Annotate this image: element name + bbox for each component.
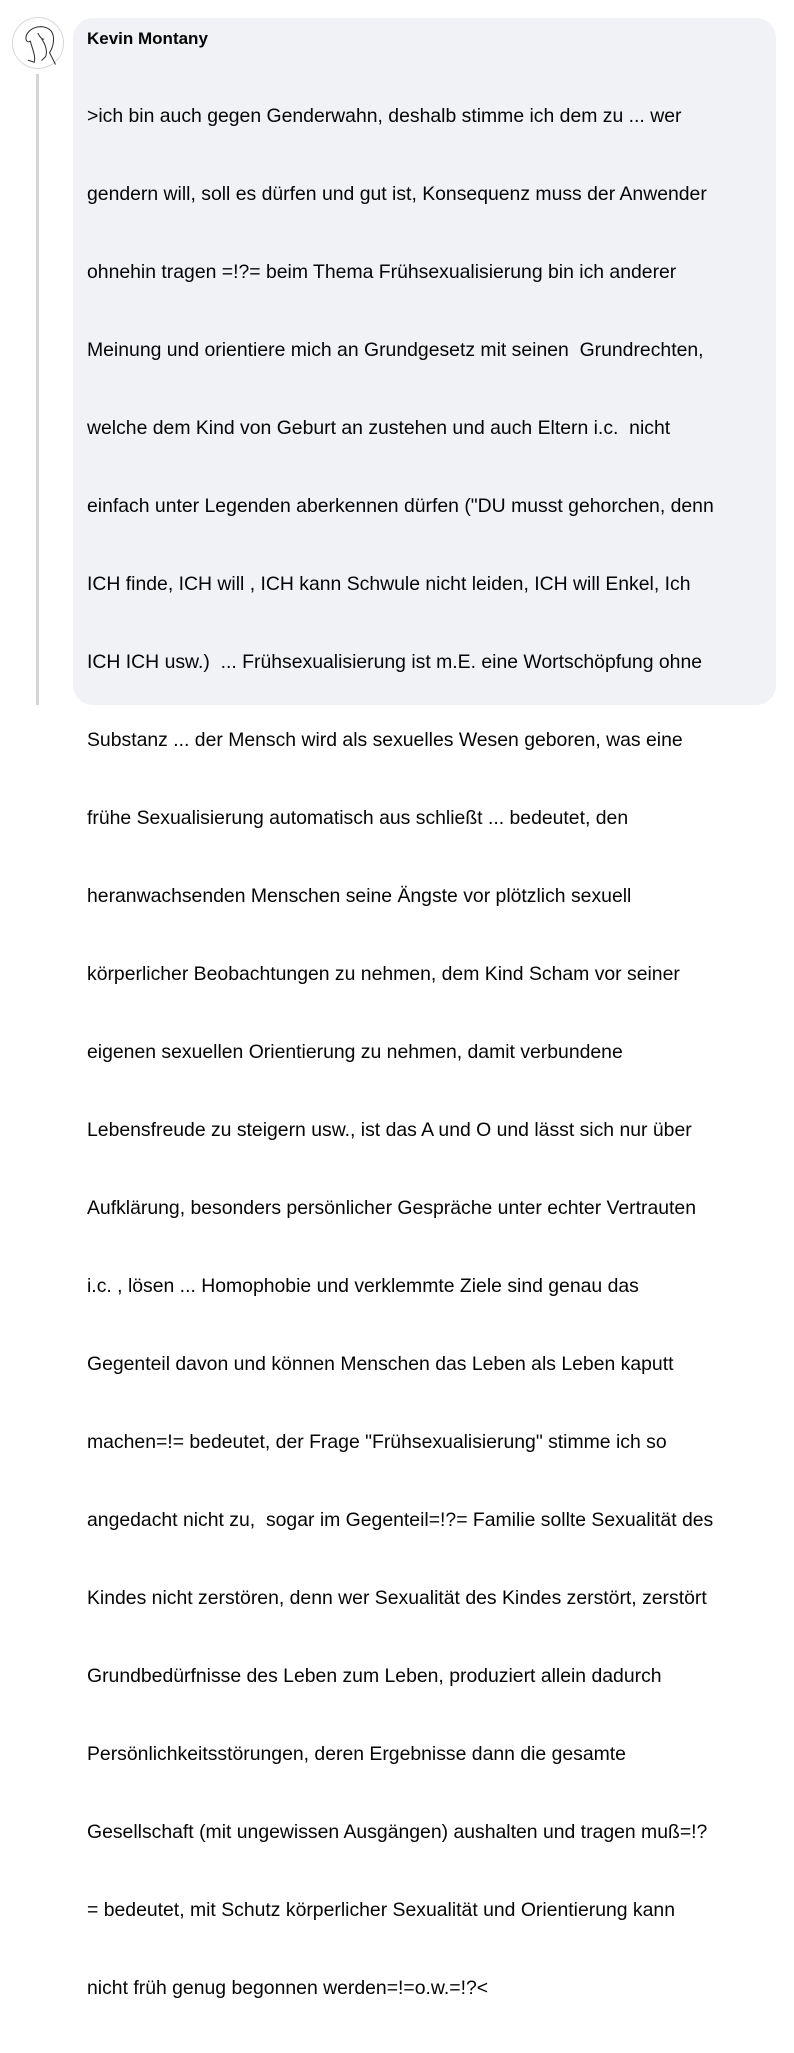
avatar-sketch-face-icon xyxy=(13,18,63,68)
comment-line: nicht früh genug begonnen werden=!=o.w.=!?< xyxy=(87,1977,489,1999)
reply-thread-line xyxy=(36,74,39,705)
comment-line: welche dem Kind von Geburt an zustehen und auch Eltern i.c. nicht xyxy=(87,417,671,439)
comment-line: Gesellschaft (mit ungewissen Ausgängen) aushalten und tragen muß=!? xyxy=(87,1821,708,1843)
comment-line: Meinung und orientiere mich an Grundgesetz mit seinen Grundrechten, xyxy=(87,339,704,361)
comment-line: Persönlichkeitsstörungen, deren Ergebnisse dann die gesamte xyxy=(87,1743,626,1765)
comment-line: ICH ICH usw.) ... Frühsexualisierung ist m.E. eine Wortschöpfung ohne xyxy=(87,651,703,673)
comment-line: Grundbedürfnisse des Leben zum Leben, produziert allein dadurch xyxy=(87,1665,662,1687)
comment-line: einfach unter Legenden aberkennen dürfen ("DU musst gehorchen, denn xyxy=(87,495,714,517)
comment-line: frühe Sexualisierung automatisch aus schließt ... bedeutet, den xyxy=(87,807,629,829)
comment-line: Lebensfreude zu steigern usw., ist das A und O und lässt sich nur über xyxy=(87,1119,692,1141)
comment-text xyxy=(87,51,762,2053)
comment-line: Substanz ... der Mensch wird als sexuelles Wesen geboren, was eine xyxy=(87,729,683,751)
comment-line: Gegenteil davon und können Menschen das Leben als Leben kaputt xyxy=(87,1353,674,1375)
comment-line: Kindes nicht zerstören, denn wer Sexualität des Kindes zerstört, zerstört xyxy=(87,1587,707,1609)
comment-line: i.c. , lösen ... Homophobie und verklemmte Ziele sind genau das xyxy=(87,1275,639,1297)
avatar[interactable] xyxy=(12,17,64,69)
comment-line: körperlicher Beobachtungen zu nehmen, dem Kind Scham vor seiner xyxy=(87,963,680,985)
comment-line: gendern will, soll es dürfen und gut ist, Konsequenz muss der Anwender xyxy=(87,183,707,205)
comment-bubble xyxy=(73,18,776,1999)
comment-author-name[interactable]: Kevin Montany xyxy=(87,29,208,48)
comment-line: Aufklärung, besonders persönlicher Gespräche unter echter Vertrauten xyxy=(87,1197,697,1219)
comment-line: angedacht nicht zu, sogar im Gegenteil=!?= Familie sollte Sexualität des xyxy=(87,1509,714,1531)
comment-line: ohnehin tragen =!?= beim Thema Frühsexualisierung bin ich anderer xyxy=(87,261,677,283)
comment-line: heranwachsenden Menschen seine Ängste vor plötzlich sexuell xyxy=(87,885,632,907)
comment-line: ICH finde, ICH will , ICH kann Schwule nicht leiden, ICH will Enkel, Ich xyxy=(87,573,691,595)
comment-line: machen=!= bedeutet, der Frage "Frühsexualisierung" stimme ich so xyxy=(87,1431,667,1453)
comment-line: = bedeutet, mit Schutz körperlicher Sexualität und Orientierung kann xyxy=(87,1899,675,1921)
comment-line: >ich bin auch gegen Genderwahn, deshalb stimme ich dem zu ... wer xyxy=(87,105,682,127)
comment-line: eigenen sexuellen Orientierung zu nehmen, damit verbundene xyxy=(87,1041,623,1063)
